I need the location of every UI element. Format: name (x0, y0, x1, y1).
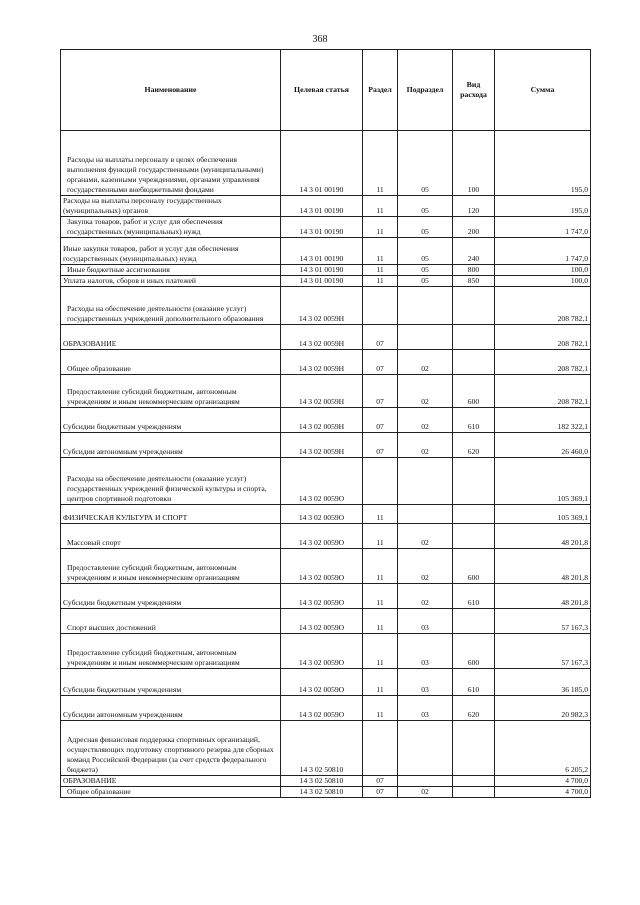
cell-expense-type (453, 505, 495, 524)
cell-amount: 208 782,1 (495, 325, 591, 350)
cell-expense-type (453, 325, 495, 350)
cell-section: 07 (363, 325, 398, 350)
cell-target: 14 3 02 0059О (281, 505, 363, 524)
cell-expense-type (453, 721, 495, 776)
cell-amount: 48 201,8 (495, 584, 591, 609)
cell-expense-type (453, 287, 495, 325)
table-row (61, 696, 591, 721)
cell-amount: 26 460,0 (495, 433, 591, 458)
cell-name: Субсидии бюджетным учреждениям (61, 584, 281, 609)
cell-name: Предоставление субсидий бюджетным, автономным учреждениям и иным некоммерческим организациям (61, 634, 281, 669)
cell-name: Субсидии автономным учреждениям (61, 433, 281, 458)
cell-subsection: 03 (398, 696, 453, 721)
cell-target: 14 3 02 0059Н (281, 375, 363, 408)
table-row (61, 776, 591, 787)
cell-section: 11 (363, 238, 398, 265)
cell-name: Субсидии бюджетным учреждениям (61, 408, 281, 433)
table-row (61, 433, 591, 458)
table-body (61, 131, 591, 798)
cell-subsection: 05 (398, 217, 453, 238)
cell-target: 14 3 02 0059О (281, 584, 363, 609)
table-row (61, 375, 591, 408)
cell-target: 14 3 02 0059О (281, 609, 363, 634)
table-row (61, 287, 591, 325)
cell-expense-type (453, 350, 495, 375)
table-row (61, 196, 591, 217)
cell-name: ФИЗИЧЕСКАЯ КУЛЬТУРА И СПОРТ (61, 505, 281, 524)
cell-target: 14 3 02 0059О (281, 458, 363, 505)
cell-amount: 57 167,3 (495, 609, 591, 634)
cell-name: Расходы на выплаты персоналу государственных (муниципальных) органов (61, 196, 281, 217)
cell-section: 11 (363, 696, 398, 721)
table-row (61, 238, 591, 265)
table-row (61, 584, 591, 609)
table-row (61, 609, 591, 634)
cell-expense-type (453, 458, 495, 505)
table-row (61, 325, 591, 350)
cell-name: Предоставление субсидий бюджетным, автономным учреждениям и иным некоммерческим организациям (61, 375, 281, 408)
cell-subsection: 03 (398, 669, 453, 696)
cell-subsection: 02 (398, 524, 453, 549)
cell-amount: 1 747,0 (495, 217, 591, 238)
cell-expense-type: 850 (453, 276, 495, 287)
col-header-target: Целевая статья (281, 50, 363, 131)
cell-expense-type: 800 (453, 265, 495, 276)
cell-target: 14 3 01 00190 (281, 131, 363, 196)
cell-name: Расходы на выплаты персоналу в целях обеспечения выполнения функций государственными (муниципальными) органами, казенными учреждениями, органами управления государственными внебюджетными фондами (61, 131, 281, 196)
cell-target: 14 3 01 00190 (281, 276, 363, 287)
table-row (61, 408, 591, 433)
table-row (61, 787, 591, 798)
cell-name: ОБРАЗОВАНИЕ (61, 325, 281, 350)
cell-expense-type (453, 787, 495, 798)
cell-amount: 1 747,0 (495, 238, 591, 265)
cell-amount: 6 205,2 (495, 721, 591, 776)
cell-section: 11 (363, 505, 398, 524)
cell-target: 14 3 02 0059О (281, 696, 363, 721)
cell-amount: 48 201,8 (495, 524, 591, 549)
cell-section (363, 721, 398, 776)
cell-expense-type: 200 (453, 217, 495, 238)
cell-amount: 4 700,0 (495, 776, 591, 787)
table-row (61, 276, 591, 287)
cell-target: 14 3 02 0059Н (281, 350, 363, 375)
table-row (61, 524, 591, 549)
cell-section: 07 (363, 787, 398, 798)
cell-name: Общее образование (61, 350, 281, 375)
cell-target: 14 3 02 50810 (281, 776, 363, 787)
cell-section: 11 (363, 131, 398, 196)
col-header-amount: Сумма (495, 50, 591, 131)
cell-subsection (398, 505, 453, 524)
cell-target: 14 3 02 0059О (281, 634, 363, 669)
cell-section: 11 (363, 217, 398, 238)
col-header-name: Наименование (61, 50, 281, 131)
cell-amount: 100,0 (495, 276, 591, 287)
cell-name: Субсидии бюджетным учреждениям (61, 669, 281, 696)
cell-subsection: 02 (398, 584, 453, 609)
cell-section: 11 (363, 584, 398, 609)
cell-name: Массовый спорт (61, 524, 281, 549)
table-row (61, 634, 591, 669)
cell-target: 14 3 01 00190 (281, 196, 363, 217)
cell-expense-type: 610 (453, 669, 495, 696)
cell-section (363, 287, 398, 325)
cell-target: 14 3 02 0059Н (281, 287, 363, 325)
cell-amount: 208 782,1 (495, 287, 591, 325)
cell-amount: 182 322,1 (495, 408, 591, 433)
cell-name: Адресная финансовая поддержка спортивных организаций, осуществляющих подготовку спортивного резерва для сборных команд Российской Федерации (за счет средств федерального бюджета) (61, 721, 281, 776)
table-row (61, 505, 591, 524)
cell-section: 07 (363, 350, 398, 375)
cell-expense-type: 620 (453, 433, 495, 458)
cell-amount: 208 782,1 (495, 375, 591, 408)
cell-subsection: 05 (398, 238, 453, 265)
cell-section (363, 458, 398, 505)
cell-subsection (398, 287, 453, 325)
table-row (61, 549, 591, 584)
cell-target: 14 3 02 50810 (281, 721, 363, 776)
table-header-row (61, 50, 591, 131)
cell-name: Уплата налогов, сборов и иных платежей (61, 276, 281, 287)
cell-amount: 105 369,1 (495, 505, 591, 524)
cell-amount: 195,0 (495, 131, 591, 196)
cell-amount: 4 700,0 (495, 787, 591, 798)
cell-target: 14 3 02 0059О (281, 524, 363, 549)
cell-name: Иные закупки товаров, работ и услуг для обеспечения государственных (муниципальных) нужд (61, 238, 281, 265)
cell-amount: 100,0 (495, 265, 591, 276)
cell-expense-type (453, 524, 495, 549)
cell-target: 14 3 02 50810 (281, 787, 363, 798)
cell-name: Предоставление субсидий бюджетным, автономным учреждениям и иным некоммерческим организациям (61, 549, 281, 584)
cell-name: Субсидии автономным учреждениям (61, 696, 281, 721)
cell-subsection: 02 (398, 433, 453, 458)
cell-subsection (398, 458, 453, 505)
cell-expense-type: 600 (453, 634, 495, 669)
cell-subsection (398, 776, 453, 787)
table-row (61, 131, 591, 196)
cell-name: Расходы на обеспечение деятельности (оказание услуг) государственных учреждений дополнительного образования (61, 287, 281, 325)
cell-target: 14 3 02 0059Н (281, 408, 363, 433)
cell-expense-type: 600 (453, 375, 495, 408)
table-row (61, 350, 591, 375)
cell-subsection: 02 (398, 350, 453, 375)
cell-name: Закупка товаров, работ и услуг для обеспечения государственных (муниципальных) нужд (61, 217, 281, 238)
cell-target: 14 3 02 0059Н (281, 433, 363, 458)
table-row (61, 458, 591, 505)
cell-subsection (398, 325, 453, 350)
table-row (61, 669, 591, 696)
cell-subsection: 02 (398, 787, 453, 798)
budget-table (60, 49, 591, 798)
cell-section: 11 (363, 524, 398, 549)
cell-target: 14 3 02 0059Н (281, 325, 363, 350)
cell-amount: 48 201,8 (495, 549, 591, 584)
col-header-expense-type: Вид расхода (453, 50, 495, 131)
cell-expense-type (453, 609, 495, 634)
cell-expense-type: 240 (453, 238, 495, 265)
cell-section: 07 (363, 776, 398, 787)
cell-amount: 57 167,3 (495, 634, 591, 669)
cell-section: 11 (363, 276, 398, 287)
cell-section: 11 (363, 669, 398, 696)
cell-section: 11 (363, 549, 398, 584)
cell-section: 11 (363, 609, 398, 634)
cell-section: 11 (363, 634, 398, 669)
cell-subsection: 05 (398, 265, 453, 276)
cell-expense-type: 620 (453, 696, 495, 721)
cell-subsection (398, 721, 453, 776)
cell-target: 14 3 01 00190 (281, 217, 363, 238)
cell-expense-type: 100 (453, 131, 495, 196)
page-number: 368 (312, 34, 328, 45)
cell-amount: 208 782,1 (495, 350, 591, 375)
table-row (61, 721, 591, 776)
cell-subsection: 03 (398, 634, 453, 669)
cell-expense-type: 600 (453, 549, 495, 584)
cell-expense-type: 610 (453, 408, 495, 433)
col-header-section: Раздел (363, 50, 398, 131)
cell-name: Расходы на обеспечение деятельности (оказание услуг) государственных учреждений физической культуры и спорта, центров спортивной подготовки (61, 458, 281, 505)
cell-name: Иные бюджетные ассигнования (61, 265, 281, 276)
cell-amount: 195,0 (495, 196, 591, 217)
cell-subsection: 02 (398, 375, 453, 408)
cell-name: Общее образование (61, 787, 281, 798)
cell-target: 14 3 02 0059О (281, 549, 363, 584)
cell-section: 07 (363, 408, 398, 433)
cell-subsection: 05 (398, 276, 453, 287)
cell-amount: 36 185,0 (495, 669, 591, 696)
cell-target: 14 3 01 00190 (281, 265, 363, 276)
cell-section: 11 (363, 196, 398, 217)
cell-subsection: 05 (398, 131, 453, 196)
table-row (61, 217, 591, 238)
cell-target: 14 3 01 00190 (281, 238, 363, 265)
cell-amount: 105 369,1 (495, 458, 591, 505)
cell-expense-type: 610 (453, 584, 495, 609)
cell-subsection: 02 (398, 549, 453, 584)
cell-section: 11 (363, 265, 398, 276)
cell-name: ОБРАЗОВАНИЕ (61, 776, 281, 787)
cell-target: 14 3 02 0059О (281, 669, 363, 696)
cell-section: 07 (363, 375, 398, 408)
cell-amount: 20 982,3 (495, 696, 591, 721)
cell-section: 07 (363, 433, 398, 458)
cell-subsection: 03 (398, 609, 453, 634)
cell-expense-type (453, 776, 495, 787)
table-row (61, 265, 591, 276)
cell-expense-type: 120 (453, 196, 495, 217)
cell-subsection: 05 (398, 196, 453, 217)
col-header-subsection: Подраздел (398, 50, 453, 131)
cell-subsection: 02 (398, 408, 453, 433)
cell-name: Спорт высших достижений (61, 609, 281, 634)
